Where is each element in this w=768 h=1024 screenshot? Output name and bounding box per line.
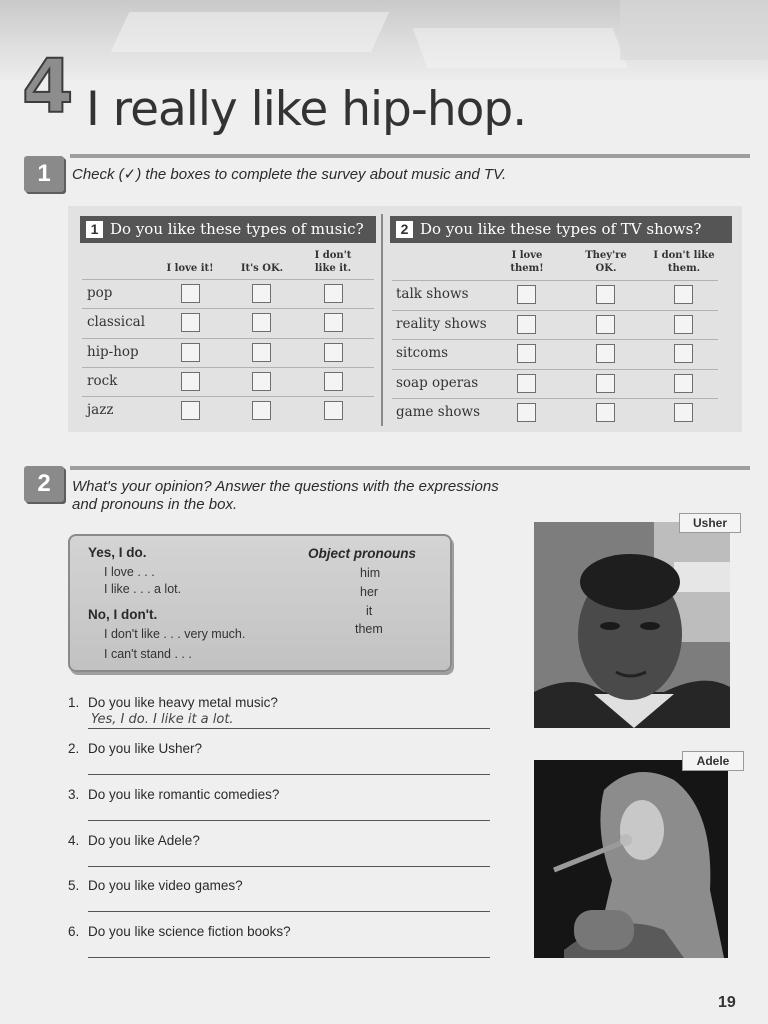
row-line (82, 338, 374, 339)
question-number: 4. (68, 833, 80, 848)
question-text: Do you like video games? (88, 878, 243, 893)
music-hip-hop-love-checkbox[interactable] (181, 343, 200, 362)
answer-line-3[interactable] (88, 820, 490, 821)
music-rock-ok-checkbox[interactable] (252, 372, 271, 391)
usher-photo (534, 522, 730, 728)
question-3 (68, 787, 279, 803)
tv-panel-heading (390, 216, 732, 243)
music-jazz-love-checkbox[interactable] (181, 401, 200, 420)
music-col-love: I love it! (166, 263, 214, 274)
question-number: 6. (68, 924, 80, 939)
exercise-2-instruction-line-2: and pronouns in the box. (72, 496, 238, 513)
row-line (82, 308, 374, 309)
question-2 (68, 741, 202, 757)
pronoun-him: him (360, 566, 381, 580)
row-line (392, 310, 718, 311)
exercise-2-instruction-line-1: What's your opinion? Answer the questions with the expressions (72, 478, 499, 495)
question-number: 5. (68, 878, 80, 893)
answer-line-6[interactable] (88, 957, 490, 958)
object-pronouns-heading: Object pronouns (308, 546, 416, 561)
question-5 (68, 878, 243, 894)
row-line (392, 339, 718, 340)
music-classical-ok-checkbox[interactable] (252, 313, 271, 332)
tv-reality-shows-ok-checkbox[interactable] (596, 315, 615, 334)
survey-table (68, 206, 742, 432)
question-text: Do you like heavy metal music? (88, 695, 278, 710)
tv-sitcoms-ok-checkbox[interactable] (596, 344, 615, 363)
header-band (0, 0, 768, 80)
tv-game-shows-ok-checkbox[interactable] (596, 403, 615, 422)
music-panel-number: 1 (86, 221, 103, 238)
tv-panel-title: Do you like these types of TV shows? (420, 220, 702, 238)
question-text: Do you like Usher? (88, 741, 203, 756)
yes-expression-2: I like . . . a lot. (104, 582, 182, 596)
tv-row-soap-operas: soap operas (396, 375, 479, 391)
question-text: Do you like romantic comedies? (88, 787, 280, 802)
music-col-ok: It's OK. (240, 263, 284, 274)
unit-title: I really like hip-hop. (86, 82, 527, 137)
tv-talk-shows-dislike-checkbox[interactable] (674, 285, 693, 304)
row-line (392, 398, 718, 399)
music-classical-dislike-checkbox[interactable] (324, 313, 343, 332)
no-expression-2: I can't stand . . . (104, 647, 192, 661)
question-number: 3. (68, 787, 80, 802)
tv-panel-number: 2 (396, 221, 413, 238)
music-col-dislike: I don't like it. (314, 250, 352, 274)
tv-talk-shows-ok-checkbox[interactable] (596, 285, 615, 304)
tv-reality-shows-love-checkbox[interactable] (517, 315, 536, 334)
question-text: Do you like science fiction books? (88, 924, 291, 939)
adele-label: Adele (682, 751, 744, 771)
expressions-box (68, 534, 452, 672)
survey-divider (381, 214, 383, 426)
music-pop-ok-checkbox[interactable] (252, 284, 271, 303)
tv-soap-operas-ok-checkbox[interactable] (596, 374, 615, 393)
music-hip-hop-ok-checkbox[interactable] (252, 343, 271, 362)
answer-line-2[interactable] (88, 774, 490, 775)
question-4 (68, 833, 200, 849)
tv-col-ok: They're OK. (585, 250, 627, 274)
tv-game-shows-love-checkbox[interactable] (517, 403, 536, 422)
music-row-jazz: jazz (87, 402, 114, 418)
row-line (82, 396, 374, 397)
no-heading: No, I don't. (88, 607, 158, 622)
row-line (82, 279, 374, 280)
tv-talk-shows-love-checkbox[interactable] (517, 285, 536, 304)
question-number: 1. (68, 695, 80, 710)
adele-photo (534, 760, 728, 958)
tv-row-reality-shows: reality shows (396, 316, 487, 332)
tv-sitcoms-love-checkbox[interactable] (517, 344, 536, 363)
row-line (392, 280, 718, 281)
tv-soap-operas-dislike-checkbox[interactable] (674, 374, 693, 393)
music-jazz-ok-checkbox[interactable] (252, 401, 271, 420)
usher-photo-image (534, 522, 730, 728)
question-6 (68, 924, 291, 940)
music-row-pop: pop (87, 285, 113, 301)
music-rock-love-checkbox[interactable] (181, 372, 200, 391)
answer-line-1[interactable] (88, 728, 490, 729)
exercise-1-number: 1 (24, 156, 64, 192)
unit-number: 4 (22, 44, 74, 130)
question-number: 2. (68, 741, 80, 756)
row-line (82, 367, 374, 368)
tv-col-dislike: I don't like them. (653, 250, 715, 274)
music-pop-love-checkbox[interactable] (181, 284, 200, 303)
music-panel-heading (80, 216, 376, 243)
tv-sitcoms-dislike-checkbox[interactable] (674, 344, 693, 363)
tv-col-love: I love them! (510, 250, 544, 274)
pronoun-them: them (355, 622, 383, 636)
example-answer: Yes, I do. I like it a lot. (91, 712, 234, 727)
answer-line-5[interactable] (88, 911, 490, 912)
music-jazz-dislike-checkbox[interactable] (324, 401, 343, 420)
answer-line-4[interactable] (88, 866, 490, 867)
no-expression-1: I don't like . . . very much. (104, 627, 246, 641)
music-row-classical: classical (87, 314, 146, 330)
exercise-2-number: 2 (24, 466, 64, 502)
pronoun-it: it (366, 604, 373, 618)
music-pop-dislike-checkbox[interactable] (324, 284, 343, 303)
tv-reality-shows-dislike-checkbox[interactable] (674, 315, 693, 334)
yes-heading: Yes, I do. (88, 545, 147, 560)
music-row-hip-hop: hip-hop (87, 344, 139, 360)
question-1 (68, 695, 278, 711)
question-text: Do you like Adele? (88, 833, 200, 848)
exercise-1-instruction: Check (✓) the boxes to complete the survey about music and TV. (72, 166, 507, 183)
tv-row-talk-shows: talk shows (396, 286, 469, 302)
tv-row-sitcoms: sitcoms (396, 345, 449, 361)
pronoun-her: her (360, 585, 379, 599)
exercise-1-rule (70, 154, 750, 158)
tv-row-game-shows: game shows (396, 404, 481, 420)
usher-label: Usher (679, 513, 741, 533)
music-row-rock: rock (87, 373, 118, 389)
exercise-2-rule (70, 466, 750, 470)
music-panel-title: Do you like these types of music? (110, 220, 364, 238)
music-hip-hop-dislike-checkbox[interactable] (324, 343, 343, 362)
row-line (392, 369, 718, 370)
music-classical-love-checkbox[interactable] (181, 313, 200, 332)
tv-soap-operas-love-checkbox[interactable] (517, 374, 536, 393)
yes-expression-1: I love . . . (104, 565, 155, 579)
adele-photo-image (534, 760, 728, 958)
page-number: 19 (718, 994, 736, 1011)
tv-game-shows-dislike-checkbox[interactable] (674, 403, 693, 422)
music-rock-dislike-checkbox[interactable] (324, 372, 343, 391)
